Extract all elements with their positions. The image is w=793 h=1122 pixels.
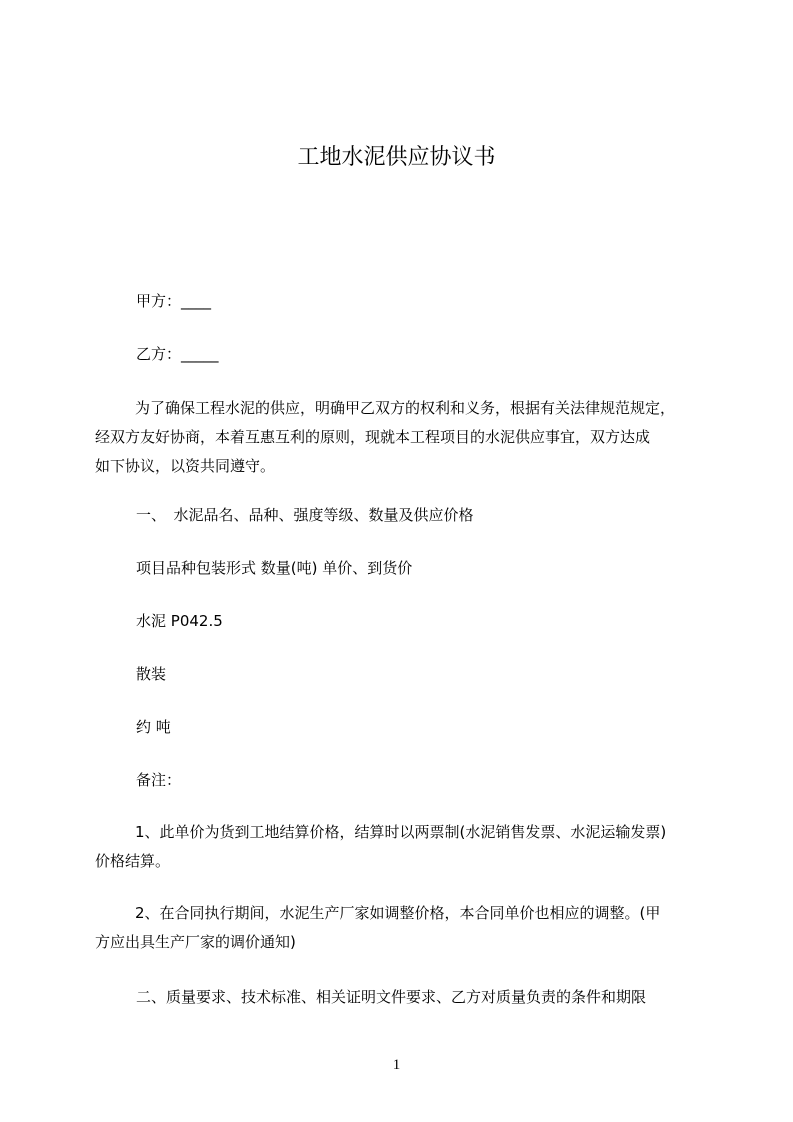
notes-label: 备注： xyxy=(136,771,182,789)
section-2-heading: 二、质量要求、技术标准、相关证明文件要求、乙方对质量负责的条件和期限 xyxy=(136,988,647,1006)
note-1-paragraph xyxy=(95,818,730,876)
document-title: 工地水泥供应协议书 xyxy=(297,145,496,170)
note-line: 1、此单价为货到工地结算价格，结算时以两票制(水泥销售发票、水泥运输发票) xyxy=(120,823,667,841)
intro-line: 经双方友好协商，本着互惠互利的原则，现就本工程项目的水泥供应事宜，双方达成 xyxy=(95,428,651,446)
item-packing: 散装 xyxy=(136,665,167,683)
item-name: 水泥 P042.5 xyxy=(136,612,223,630)
intro-line: 如下协议，以资共同遵守。 xyxy=(95,457,276,475)
intro-line: 为了确保工程水泥的供应，明确甲乙双方的权利和义务，根据有关法律规范规定， xyxy=(120,399,676,417)
page-number: 1 xyxy=(392,1057,401,1073)
note-line: 方应出具生产厂家的调价通知) xyxy=(95,933,296,951)
note-2-paragraph xyxy=(95,899,730,957)
note-line: 价格结算。 xyxy=(95,852,171,870)
section-1-heading: 一、 水泥品名、品种、强度等级、数量及供应价格 xyxy=(136,506,474,524)
table-header: 项目品种包装形式 数量(吨) 单价、到货价 xyxy=(136,559,413,577)
intro-paragraph xyxy=(95,394,730,481)
item-quantity: 约 吨 xyxy=(136,718,171,736)
note-line: 2、在合同执行期间，水泥生产厂家如调整价格，本合同单价也相应的调整。(甲 xyxy=(120,904,661,922)
party-b-line: 乙方：_____ xyxy=(136,345,219,363)
party-a-line: 甲方：____ xyxy=(136,292,212,310)
